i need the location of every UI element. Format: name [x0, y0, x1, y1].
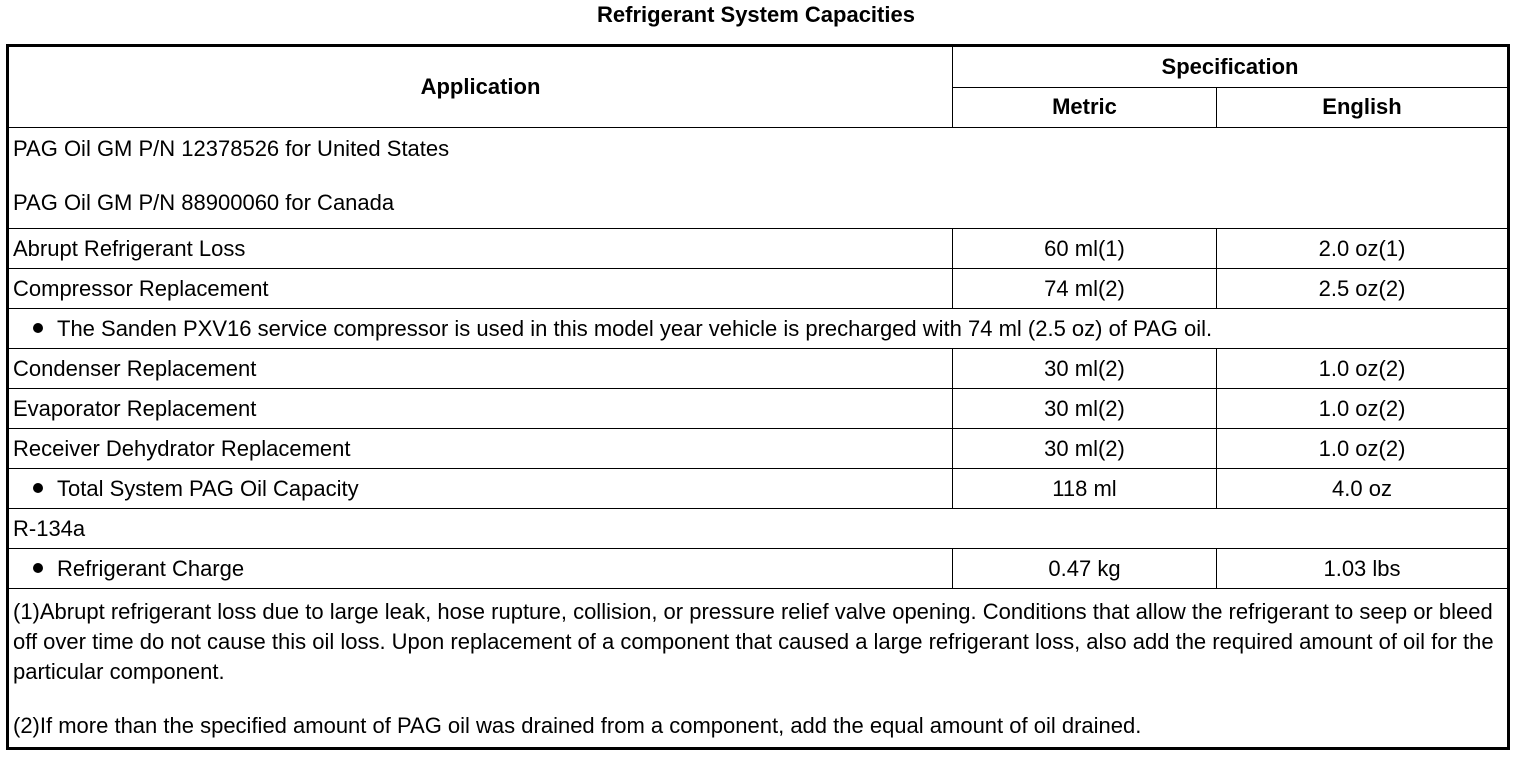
- table-row: [8, 229, 1509, 269]
- pag-oil-canada: PAG Oil GM P/N 88900060 for Canada: [13, 190, 395, 215]
- footnote-1: (1)Abrupt refrigerant loss due to large leak, hose rupture, collision, or pressure relief valve opening. Conditions that allow the refrigerant to seep or bleed off over time do not cause this oil loss. Upon replacement of a component that caused a large refrigerant loss, also add the required amount of oil for the particular component.: [13, 599, 1494, 684]
- total-label-cell: [8, 469, 953, 509]
- refrigerant-type: R-134a: [8, 509, 1509, 549]
- row-metric: 30 ml(2): [953, 429, 1217, 469]
- header-row: [8, 46, 1509, 88]
- row-label: Condenser Replacement: [8, 349, 953, 389]
- table-row: [8, 389, 1509, 429]
- compressor-note: The Sanden PXV16 service compressor is used in this model year vehicle is precharged with 74 ml (2.5 oz) of PAG oil.: [57, 315, 1213, 341]
- pag-oil-us: PAG Oil GM P/N 12378526 for United States: [13, 136, 450, 161]
- metric-header: Metric: [953, 87, 1217, 128]
- row-metric: 60 ml(1): [953, 229, 1217, 269]
- table-row: [8, 269, 1509, 309]
- row-english: 1.0 oz(2): [1217, 429, 1509, 469]
- refrigerant-type-row: [8, 509, 1509, 549]
- table-row: [8, 349, 1509, 389]
- refrigerant-charge-english: 1.03 lbs: [1217, 549, 1509, 589]
- refrigerant-charge-label: Refrigerant Charge: [57, 555, 245, 581]
- refrigerant-charge-metric: 0.47 kg: [953, 549, 1217, 589]
- row-label: Receiver Dehydrator Replacement: [8, 429, 953, 469]
- table-row: [8, 429, 1509, 469]
- row-metric: 30 ml(2): [953, 349, 1217, 389]
- pag-oil-row: [8, 128, 1509, 229]
- row-english: 1.0 oz(2): [1217, 389, 1509, 429]
- bullet-icon: [33, 563, 43, 573]
- footnotes-row: [8, 589, 1509, 749]
- bullet-icon: [33, 323, 43, 333]
- row-label: Abrupt Refrigerant Loss: [8, 229, 953, 269]
- pag-oil-cell: [8, 128, 1509, 229]
- row-english: 1.0 oz(2): [1217, 349, 1509, 389]
- row-label: Compressor Replacement: [8, 269, 953, 309]
- total-label: Total System PAG Oil Capacity: [57, 475, 359, 501]
- compressor-note-cell: [8, 309, 1509, 349]
- capacities-table: [6, 44, 1510, 750]
- refrigerant-charge-cell: [8, 549, 953, 589]
- specification-header: Specification: [953, 46, 1509, 88]
- row-metric: 30 ml(2): [953, 389, 1217, 429]
- page-title: Refrigerant System Capacities: [597, 2, 915, 27]
- footnotes-cell: [8, 589, 1509, 749]
- row-metric: 74 ml(2): [953, 269, 1217, 309]
- row-label: Evaporator Replacement: [8, 389, 953, 429]
- total-metric: 118 ml: [953, 469, 1217, 509]
- refrigerant-charge-row: [8, 549, 1509, 589]
- footnote-2: (2)If more than the specified amount of PAG oil was drained from a component, add the equal amount of oil drained.: [13, 713, 1142, 738]
- row-english: 2.5 oz(2): [1217, 269, 1509, 309]
- application-header: Application: [8, 46, 953, 128]
- bullet-icon: [33, 483, 43, 493]
- total-row: [8, 469, 1509, 509]
- row-english: 2.0 oz(1): [1217, 229, 1509, 269]
- compressor-note-row: [8, 309, 1509, 349]
- english-header: English: [1217, 87, 1509, 128]
- total-english: 4.0 oz: [1217, 469, 1509, 509]
